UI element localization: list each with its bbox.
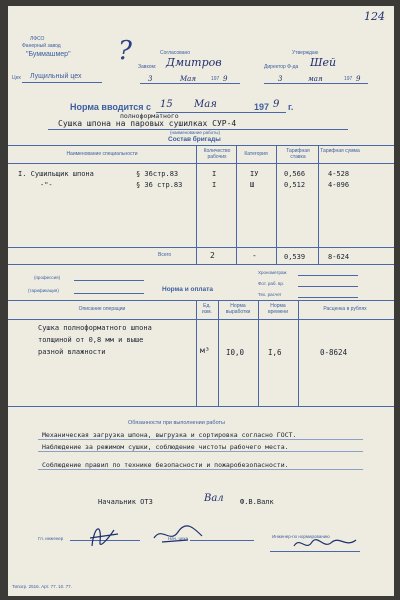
approval-left-title: Согласовано xyxy=(160,50,191,56)
norm-desc-line-3: разной влажности xyxy=(38,348,106,356)
norm-year-unit: г. xyxy=(288,102,294,112)
norm-year-suffix: 9 xyxy=(273,99,280,110)
approval-right-year-suffix: 9 xyxy=(356,75,361,83)
org-name: "Буммашмер" xyxy=(26,51,71,58)
approval-left-underline xyxy=(140,83,240,84)
brigade-total-border xyxy=(8,247,394,248)
brigade-col-line-4 xyxy=(318,145,319,264)
norm-time-value: I,6 xyxy=(268,348,282,357)
org-line-2: Фанерный завод xyxy=(22,43,61,49)
duties-title: Обязанности при выполнении работы xyxy=(128,420,225,426)
norm-table-top-border xyxy=(8,300,394,301)
norm-output-value: I0,0 xyxy=(226,348,245,357)
brigade-row-2-sum: 4-096 xyxy=(328,181,350,189)
approval-right-role: Директор Ф-да xyxy=(264,64,299,70)
duties-line-2: Наблюдение за режимом сушки, соблюдение чистоты рабочего места. xyxy=(42,443,289,451)
norm-table-title: Норма и оплата xyxy=(162,286,213,293)
approval-right-year-prefix: 197 xyxy=(344,76,353,82)
work-name-insert: полноформатного xyxy=(120,112,179,120)
brigade-bottom-border xyxy=(8,264,394,265)
brigade-col-category: Категория xyxy=(244,151,268,157)
brigade-row-2-count: I xyxy=(212,181,217,189)
shop-label: Цех xyxy=(12,75,21,81)
meta-tariff: (тарификация) xyxy=(28,288,59,293)
duties-line-3: Соблюдение правил по технике безопасности и пожаробезопасности. xyxy=(42,461,289,469)
brigade-row-2-ref: § 36 стр.83 xyxy=(136,181,183,189)
approval-right-day: 3 xyxy=(278,75,283,83)
brigade-total-rate: 0,539 xyxy=(284,253,306,261)
work-name: Сушка шпона на паровых сушилках СУР-4 xyxy=(58,119,237,128)
norm-desc-line-1: Сушка полноформатного шпона xyxy=(38,324,152,332)
head-label: Начальник ОТЗ xyxy=(98,498,153,506)
norm-year-prefix: 197 xyxy=(254,102,270,112)
work-name-caption: (наименование работы) xyxy=(170,130,220,135)
approval-right-title: Утверждаю xyxy=(292,50,319,56)
brigade-row-1-category: IУ xyxy=(250,170,259,178)
print-note: Типогр. 2516. Арт. 77. 10. 77. xyxy=(12,584,72,589)
brigade-row-1-specialty: I. Сушильщик шпона xyxy=(18,170,94,178)
head-signature: Вал xyxy=(204,493,224,504)
norm-desc-line-2: толщиной от 0,8 мм и выше xyxy=(38,336,144,344)
brigade-col-line-3 xyxy=(276,145,277,264)
norm-price-value: 0-8624 xyxy=(320,348,348,357)
norm-table-bottom-border xyxy=(8,406,394,407)
meta-tariff-line xyxy=(74,293,144,294)
head-name: Ф.В.Валк xyxy=(240,498,274,506)
brigade-total-count: 2 xyxy=(210,251,215,260)
approval-left-year-prefix: 197 xyxy=(211,76,220,82)
approval-right-month: мая xyxy=(308,75,323,83)
handwritten-mark: ? xyxy=(118,36,132,66)
norm-intro: Норма вводится с xyxy=(70,102,152,112)
org-line-1: ЛФСО xyxy=(30,36,45,42)
norm-col-description: Описание операции xyxy=(78,306,126,312)
approval-left-day: 3 xyxy=(148,75,153,83)
normer-label: Инженер-по нормированию xyxy=(272,534,330,539)
brigade-row-2-specialty: -"- xyxy=(40,181,53,189)
norm-table-col-line-1 xyxy=(196,300,197,406)
meta-photo: Фот. раб. вр. xyxy=(258,281,285,286)
meta-profession: (профессия) xyxy=(34,275,61,280)
brigade-col-specialty: Наименование специальности xyxy=(66,151,138,157)
meta-photo-line xyxy=(298,286,358,287)
brigade-row-1-sum: 4-528 xyxy=(328,170,350,178)
approval-left-month: Мая xyxy=(180,75,196,83)
chief-engineer-signature xyxy=(84,516,124,556)
brigade-row-2-rate: 0,512 xyxy=(284,181,306,189)
normer-signature xyxy=(290,530,360,556)
shop-head-label: Нач. цеха xyxy=(168,536,189,541)
brigade-col-line-2 xyxy=(236,145,237,264)
brigade-row-2-category: Ш xyxy=(250,181,255,189)
brigade-top-border xyxy=(8,145,394,146)
chief-engineer-label: Гл. инженер xyxy=(38,536,64,541)
form-sheet xyxy=(8,6,394,596)
norm-col-unit: Ед. изм. xyxy=(202,303,212,315)
brigade-total-label: Всего xyxy=(158,252,172,258)
norm-table-col-line-3 xyxy=(258,300,259,406)
brigade-total-sum: 8-624 xyxy=(328,253,350,261)
brigade-total-category: - xyxy=(252,251,257,260)
brigade-row-1-rate: 0,566 xyxy=(284,170,306,178)
duties-rule-2 xyxy=(38,451,363,452)
meta-calc-line xyxy=(298,297,358,298)
norm-unit-value: м³ xyxy=(200,346,210,355)
brigade-row-1-count: I xyxy=(212,170,217,178)
duties-rule-1 xyxy=(38,439,363,440)
brigade-col-count: Количество рабочих xyxy=(203,148,231,160)
brigade-title: Состав бригады xyxy=(168,136,221,143)
approval-left-role: Завком: xyxy=(138,64,157,70)
shop-value: Лущильный цех xyxy=(30,73,82,80)
meta-profession-line xyxy=(74,280,144,281)
norm-table-col-line-2 xyxy=(218,300,219,406)
norm-col-price: Расценка в рублях xyxy=(323,306,367,312)
shop-head-signature xyxy=(148,520,208,550)
meta-timing-line xyxy=(298,275,358,276)
approval-right-signature: Шей xyxy=(310,56,337,69)
norm-day: 15 xyxy=(160,99,173,110)
approval-left-year-suffix: 9 xyxy=(223,75,228,83)
duties-line-1: Механическая загрузка шпона, выгрузка и сортировка согласно ГОСТ. xyxy=(42,431,297,439)
brigade-col-rate: Тарифная ставка xyxy=(286,148,310,160)
meta-calc: Тех. расчет xyxy=(258,292,282,297)
shop-underline xyxy=(22,82,102,83)
norm-col-time: Норма времени xyxy=(268,303,288,315)
brigade-row-1-ref: § 36стр.83 xyxy=(136,170,179,178)
brigade-col-line-1 xyxy=(196,145,197,264)
meta-timing: Хронометраж xyxy=(258,270,287,275)
brigade-header-border xyxy=(8,163,394,164)
norm-col-output: Норма выработки xyxy=(225,303,251,315)
norm-table-header-border xyxy=(8,319,394,320)
approval-right-underline xyxy=(264,83,368,84)
norm-month: Мая xyxy=(194,99,217,110)
norm-table-col-line-4 xyxy=(298,300,299,406)
brigade-col-sum: Тарифная сумма xyxy=(320,148,360,154)
page-number: 124 xyxy=(364,10,385,23)
approval-left-signature: Дмитров xyxy=(166,56,222,69)
duties-rule-3 xyxy=(38,469,363,470)
